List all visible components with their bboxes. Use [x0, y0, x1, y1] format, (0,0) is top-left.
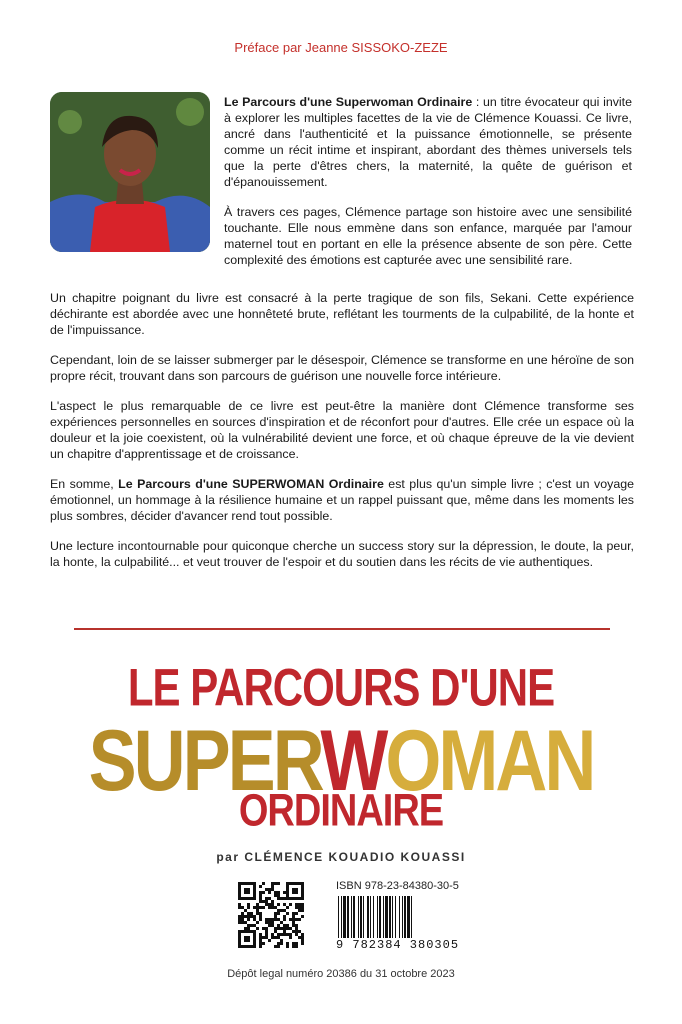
isbn-number: ISBN 978-23-84380-30-5	[336, 880, 459, 892]
author-name: par CLÉMENCE KOUADIO KOUASSI	[216, 850, 466, 864]
paragraph-6: En somme, Le Parcours d'une SUPERWOMAN Ordinaire est plus qu'un simple livre ; c'est un voyage émotionnel, un hommage à la résilience humaine et un rappel puissant que, même dans les moments les plus sombres, décider d'avancer rend tout possible.	[50, 477, 634, 523]
title-line-1: LE PARCOURS D'UNE	[127, 658, 555, 717]
paragraph-2: À travers ces pages, Clémence partage son histoire avec une sensibilité touchante. Elle nous emmène dans son enfance, marquée par l'amour maternel tout en portant en elle la présence absente de son père. Cette complexité des émotions est capturée avec une sensibilité rare.	[224, 205, 632, 267]
barcode	[338, 896, 462, 938]
paragraph-5: L'aspect le plus remarquable de ce livre est peut-être la manière dont Clémence transforme ses expériences personnelles en sources d'inspiration et de réconfort pour d'autres. Elle crée un espace où la douleur et la joie coexistent, où la vulnérabilité devient une force, et où chaque épreuve de la vie devient un chapitre d'apprentissage et de croissance.	[50, 399, 634, 461]
body-text	[50, 290, 634, 584]
intro-text	[224, 94, 632, 282]
legal-deposit: Dépôt legal numéro 20386 du 31 octobre 2023	[227, 968, 455, 980]
qr-code	[236, 880, 306, 950]
paragraph-7: Une lecture incontournable pour quiconque cherche un success story sur la dépression, le doute, la peur, la honte, la culpabilité... et veut trouver de l'espoir et du soutien dans les récits de vie authentiques.	[50, 539, 634, 569]
paragraph-1: Le Parcours d'une Superwoman Ordinaire : un titre évocateur qui invite à explorer les multiples facettes de la vie de Clémence Kouassi. Ce livre, ancré dans l'authenticité et la puissance émotionnelle, se présente comme un récit intime et inspirant, abordant des thèmes universels tels que la perte d'êtres chers, la maternité, la quête de guérison et d'épanouissement.	[224, 95, 632, 189]
book-title-inline: Le Parcours d'une SUPERWOMAN Ordinaire	[118, 477, 384, 491]
paragraph-4: Cependant, loin de se laisser submerger par le désespoir, Clémence se transforme en une héroïne de son propre récit, trouvant dans son parcours de guérison une nouvelle force intérieure.	[50, 353, 634, 383]
preface-credit: Préface par Jeanne SISSOKO-ZEZE	[234, 40, 448, 55]
author-photo	[50, 92, 210, 252]
paragraph-3: Un chapitre poignant du livre est consacré à la perte tragique de son fils, Sekani. Cette expérience déchirante est abordée avec une honnêteté brute, reflétant les tourments de la culpabilité, de la honte et de l'impuissance.	[50, 291, 634, 337]
book-title-inline: Le Parcours d'une Superwoman Ordinaire	[224, 95, 473, 109]
barcode-digits: 9 782384 380305	[336, 938, 460, 952]
divider	[74, 628, 610, 630]
title-line-3: ORDINAIRE	[238, 785, 444, 837]
title-line-2: SUPERWOMAN	[88, 713, 594, 809]
